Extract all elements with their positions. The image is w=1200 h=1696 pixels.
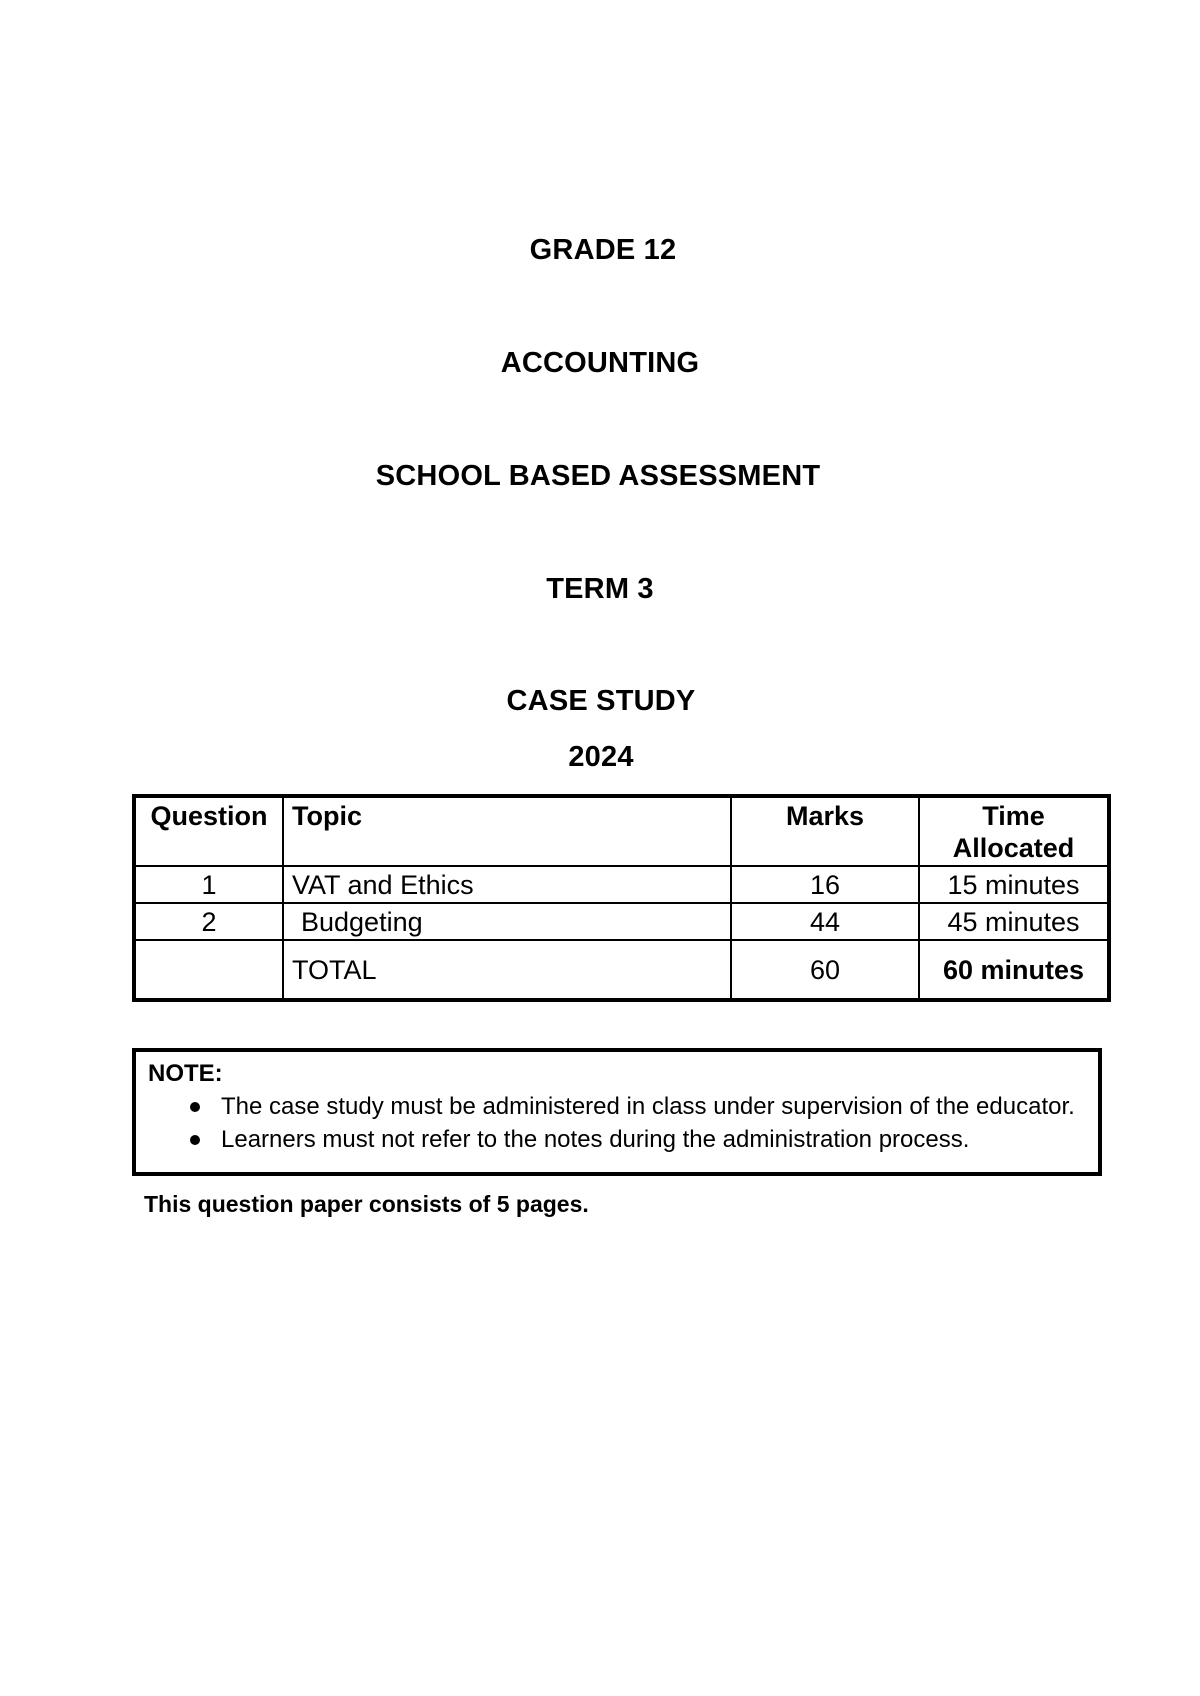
header-marks: Marks <box>731 796 919 866</box>
note-item-text: The case study must be administered in class under supervision of the educator. <box>221 1093 1075 1120</box>
header-question: Question <box>134 796 283 866</box>
total-marks: 60 <box>731 940 919 1000</box>
total-label: TOTAL <box>283 940 731 1000</box>
total-question-empty <box>134 940 283 1000</box>
note-item-text: Learners must not refer to the notes during the administration process. <box>221 1126 970 1153</box>
table-header-row <box>134 796 1109 866</box>
header-time-line2: Allocated <box>952 833 1075 863</box>
note-box <box>132 1048 1102 1176</box>
list-item <box>136 1123 1075 1156</box>
bullet-icon <box>190 1102 200 1112</box>
header-time-line1: Time <box>982 801 1045 831</box>
subject-heading: ACCOUNTING <box>500 347 700 379</box>
row-marks: 44 <box>731 903 919 940</box>
bullet-icon <box>190 1135 200 1145</box>
note-label: NOTE: <box>148 1060 223 1087</box>
row-question-number: 2 <box>134 903 283 940</box>
total-time: 60 minutes <box>919 940 1109 1000</box>
case-study-heading: CASE STUDY <box>506 685 696 717</box>
year-heading: 2024 <box>568 741 634 773</box>
page-count-note: This question paper consists of 5 pages. <box>144 1191 589 1217</box>
term-heading: TERM 3 <box>546 573 654 605</box>
table-row <box>134 903 1109 940</box>
row-topic: Budgeting <box>283 903 731 940</box>
assessment-heading: SCHOOL BASED ASSESSMENT <box>375 460 821 492</box>
row-question-number: 1 <box>134 866 283 903</box>
row-time: 45 minutes <box>919 903 1109 940</box>
table-row <box>134 866 1109 903</box>
row-marks: 16 <box>731 866 919 903</box>
table-total-row <box>134 940 1109 1000</box>
list-item <box>136 1090 1075 1123</box>
header-time-allocated <box>919 796 1109 866</box>
row-time: 15 minutes <box>919 866 1109 903</box>
marks-allocation-table <box>132 794 1111 1002</box>
row-topic: VAT and Ethics <box>283 866 731 903</box>
grade-heading: GRADE 12 <box>529 234 677 266</box>
note-list <box>136 1090 1075 1156</box>
header-topic: Topic <box>283 796 731 866</box>
